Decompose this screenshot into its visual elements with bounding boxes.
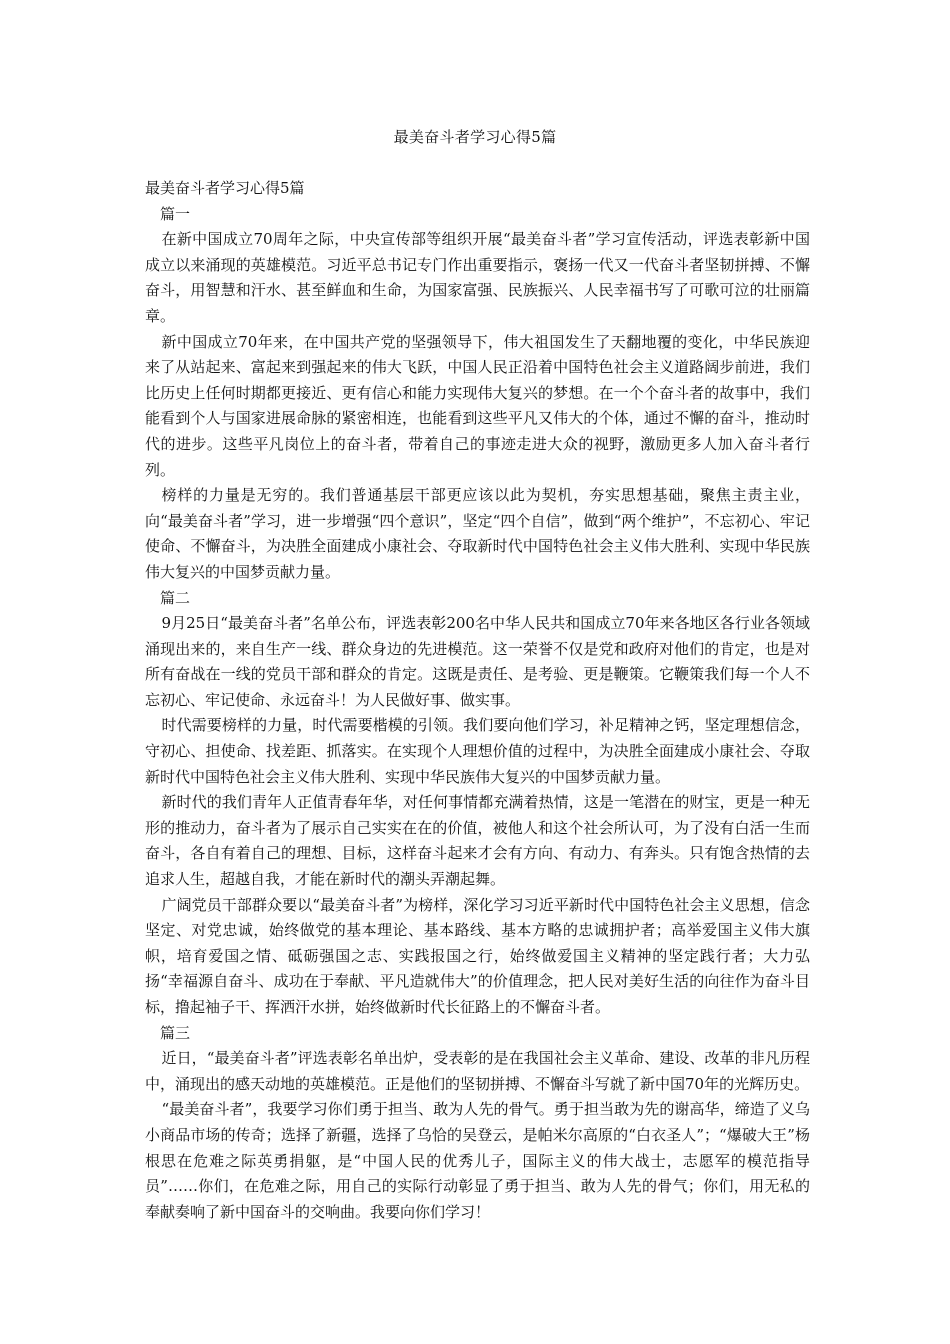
section-label-1: 篇一 <box>160 204 191 223</box>
paragraph: 在新中国成立70周年之际，中央宣传部等组织开展“最美奋斗者”学习宣传活动，评选表彰新中国成立以来涌现的英雄模范。习近平总书记专门作出重要指示，褒扬一代又一代奋斗者坚韧拼搏、不懈奋斗，用智慧和汗水、甚至鲜血和生命，为国家富强、民族振兴、人民幸福书写了可歌可泣的壮丽篇章。 <box>145 230 810 325</box>
section-label-2: 篇二 <box>160 588 191 607</box>
paragraph: 榜样的力量是无穷的。我们普通基层干部更应该以此为契机，夯实思想基础，聚焦主责主业，向“最美奋斗者”学习，进一步增强“四个意识”，坚定“四个自信”，做到“两个维护”，不忘初心、牢记使命、不懈奋斗，为决胜全面建成小康社会、夺取新时代中国特色社会主义伟大胜利、实现中华民族伟大复兴的中国梦贡献力量。 <box>145 486 810 581</box>
document-title: 最美奋斗者学习心得5篇 <box>393 128 557 146</box>
paragraph: 广阔党员干部群众要以“最美奋斗者”为榜样，深化学习习近平新时代中国特色社会主义思想，信念坚定、对党忠诚，始终做党的基本理论、基本路线、基本方略的忠诚拥护者；高举爱国主义伟大旗帜，培育爱国之情、砥砺强国之志、实践报国之行，始终做爱国主义精神的坚定践行者；大力弘扬“幸福源自奋斗、成功在于奉献、平凡造就伟大”的价值理念，把人民对美好生活的向往作为奋斗目标，撸起袖子干、挥洒汗水拼，始终做新时代长征路上的不懈奋斗者。 <box>145 895 810 1016</box>
paragraph: 时代需要榜样的力量，时代需要楷模的引领。我们要向他们学习，补足精神之钙，坚定理想信念，守初心、担使命、找差距、抓落实。在实现个人理想价值的过程中，为决胜全面建成小康社会、夺取新时代中国特色社会主义伟大胜利、实现中华民族伟大复兴的中国梦贡献力量。 <box>145 716 810 786</box>
document-body <box>145 176 810 1225</box>
paragraph: 9月25日“最美奋斗者”名单公布，评选表彰200名中华人民共和国成立70年来各地区各行业各领域涌现出来的，来自生产一线、群众身边的先进模范。这一荣誉不仅是党和政府对他们的肯定，也是对所有奋战在一线的党员干部和群众的肯定。这既是责任、是考验、更是鞭策。它鞭策我们每一个人不忘初心、牢记使命、永远奋斗！为人民做好事、做实事。 <box>145 614 810 709</box>
paragraph: 新中国成立70年来，在中国共产党的坚强领导下，伟大祖国发生了天翻地覆的变化，中华民族迎来了从站起来、富起来到强起来的伟大飞跃，中国人民正沿着中国特色社会主义道路阔步前进，我们比历史上任何时期都更接近、更有信心和能力实现伟大复兴的梦想。在一个个奋斗者的故事中，我们能看到个人与国家进展命脉的紧密相连，也能看到这些平凡又伟大的个体，通过不懈的奋斗，推动时代的进步。这些平凡岗位上的奋斗者，带着自己的事迹走进大众的视野，激励更多人加入奋斗者行列。 <box>145 332 810 479</box>
document-subtitle: 最美奋斗者学习心得5篇 <box>145 179 305 197</box>
paragraph: 新时代的我们青年人正值青春年华，对任何事情都充满着热情，这是一笔潜在的财宝，更是一种无形的推动力，奋斗者为了展示自己实实在在的价值，被他人和这个社会所认可，为了没有白活一生而奋斗，各自有着自己的理想、目标，这样奋斗起来才会有方向、有动力、有奔头。只有饱含热情的去追求人生，超越自我，才能在新时代的潮头弄潮起舞。 <box>145 793 810 889</box>
section-label-3: 篇三 <box>160 1023 191 1042</box>
paragraph: 近日，“最美奋斗者”评选表彰名单出炉，受表彰的是在我国社会主义革命、建设、改革的非凡历程中，涌现出的感天动地的英雄模范。正是他们的坚韧拼搏、不懈奋斗写就了新中国70年的光辉历史。 <box>145 1049 810 1093</box>
paragraph: “最美奋斗者”，我要学习你们勇于担当、敢为人先的骨气。勇于担当敢为先的谢高华，缔造了义乌小商品市场的传奇；选择了新疆，选择了乌恰的吴登云，是帕米尔高原的“白衣圣人”；“爆破大王”杨根思在危难之际英勇捐躯，是“中国人民的优秀儿子，国际主义的伟大战士，志愿军的模范指导员”……你们，在危难之际，用自己的实际行动彰显了勇于担当、敢为人先的骨气；你们，用无私的奉献奏响了新中国奋斗的交响曲。我要向你们学习！ <box>145 1100 810 1221</box>
